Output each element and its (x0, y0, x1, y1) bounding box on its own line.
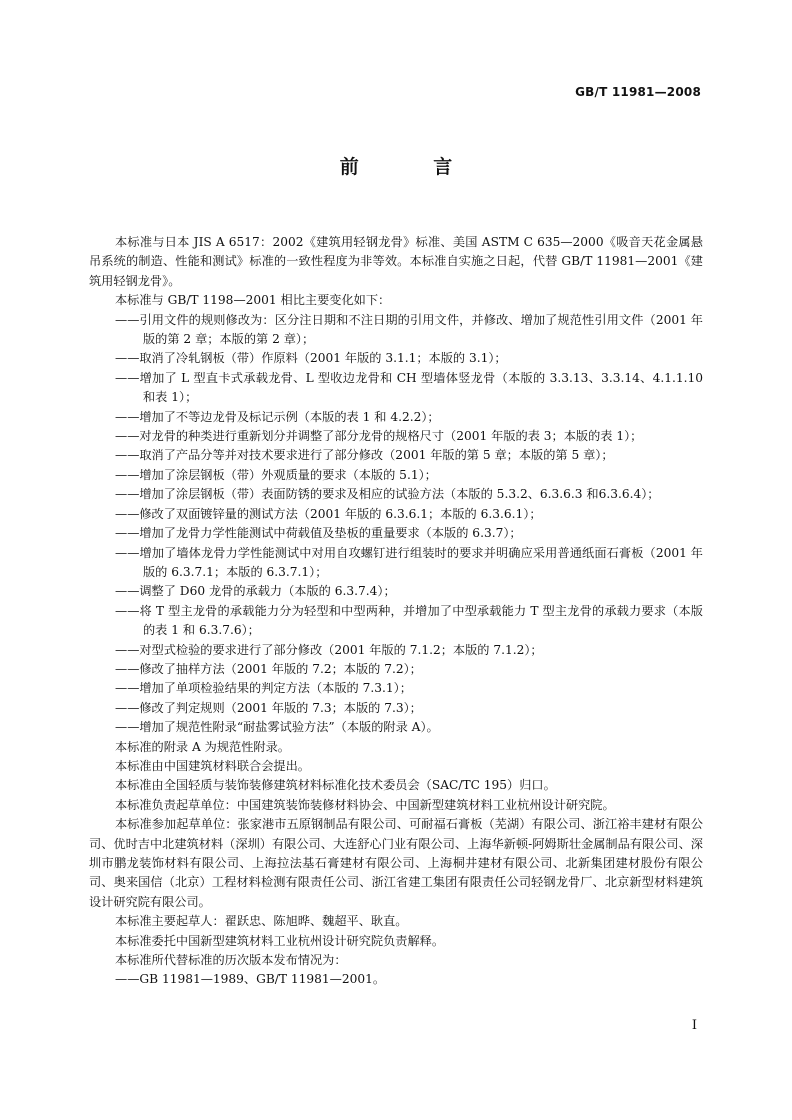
change-item: ——增加了涂层钢板（带）表面防锈的要求及相应的试验方法（本版的 5.3.2、6.3.6.3 和6.3.6.4）； (115, 487, 660, 502)
change-item: ——增加了规范性附录“耐盐雾试验方法”（本版的附录 A）。 (115, 720, 439, 735)
change-item: ——调整了 D60 龙骨的承载力（本版的 6.3.7.4）； (115, 584, 396, 599)
change-item: ——对型式检验的要求进行了部分修改（2001 年版的 7.1.2；本版的 7.1.2）； (115, 642, 543, 657)
change-item: ——对龙骨的种类进行重新划分并调整了部分龙骨的规格尺寸（2001 年版的表 3；本版的表 1）； (115, 429, 643, 444)
change-item: ——增加了墙体龙骨力学性能测试中对用自攻螺钉进行组装时的要求并明确应采用普通纸面石膏板（2001 年版的 6.3.7.1；本版的 6.3.7.1）； (115, 545, 703, 579)
change-item: ——增加了龙骨力学性能测试中荷载值及垫板的重量要求（本版的 6.3.7）； (115, 526, 522, 541)
proposed-paragraph: 本标准由中国建筑材料联合会提出。 (115, 758, 310, 773)
page-number: I (691, 1018, 697, 1033)
change-item: ——取消了产品分等并对技术要求进行了部分修改（2001 年版的第 5 章；本版的第 5 章）； (115, 448, 614, 463)
change-item: ——修改了双面镀锌量的测试方法（2001 年版的 6.3.6.1；本版的 6.3.6.1）； (115, 506, 542, 521)
intro-paragraph: 本标准与日本 JIS A 6517：2002《建筑用轻钢龙骨》标准、美国 ASTM C 635—2000《吸音天花金属悬吊系统的制造、性能和测试》标准的一致性程度为非等效。本标准自实施之日起，代替 GB/T 11981—2001《建筑用轻钢龙骨》。 (89, 235, 703, 288)
history-item: ——GB 11981—1989、GB/T 11981—2001。 (115, 972, 386, 987)
standard-code: GB/T 11981—2008 (575, 85, 701, 99)
change-item: ——增加了单项检验结果的判定方法（本版的 7.3.1）； (115, 681, 412, 696)
document-body (89, 233, 703, 990)
jurisdiction-paragraph: 本标准由全国轻质与装饰装修建筑材料标准化技术委员会（SAC/TC 195）归口。 (115, 778, 556, 793)
change-item: ——引用文件的规则修改为：区分注日期和不注日期的引用文件，并修改、增加了规范性引用文件（2001 年版的第 2 章；本版的第 2 章）； (115, 312, 703, 347)
interpretation-paragraph: 本标准委托中国新型建筑材料工业杭州设计研究院负责解释。 (115, 933, 445, 948)
drafting-lead-paragraph: 本标准负责起草单位：中国建筑装饰装修材料协会、中国新型建筑材料工业杭州设计研究院。 (115, 797, 615, 812)
change-item: ——将 T 型主龙骨的承载能力分为轻型和中型两种，并增加了中型承载能力 T 型主龙骨的承载力要求（本版的表 1 和 6.3.7.6）； (115, 603, 703, 638)
change-item: ——修改了抽样方法（2001 年版的 7.2；本版的 7.2）； (115, 661, 422, 676)
change-item: ——增加了 L 型直卡式承载龙骨、L 型收边龙骨和 CH 型墙体竖龙骨（本版的 3.3.13、3.3.14、4.1.1.10和表 1）； (115, 370, 703, 405)
change-item: ——修改了判定规则（2001 年版的 7.3；本版的 7.3）； (115, 700, 422, 715)
change-item: ——取消了冷轧钢板（带）作原料（2001 年版的 3.1.1；本版的 3.1）； (115, 351, 507, 366)
history-paragraph: 本标准所代替标准的历次版本发布情况为： (115, 953, 347, 968)
appendix-paragraph: 本标准的附录 A 为规范性附录。 (115, 739, 290, 754)
changes-intro: 本标准与 GB/T 1198—2001 相比主要变化如下： (115, 293, 391, 308)
change-item: ——增加了涂层钢板（带）外观质量的要求（本版的 5.1）； (115, 467, 437, 482)
page-title: 前 言 (339, 156, 487, 178)
drafting-participants-paragraph: 本标准参加起草单位：张家港市五原钢制品有限公司、可耐福石膏板（芜湖）有限公司、浙江裕丰建材有限公司、优时吉中北建筑材料（深圳）有限公司、大连舒心门业有限公司、上海华新顿-阿姆斯壮金属制品有限公司、深圳市鹏龙装饰材料有限公司、上海拉法基石膏建材有限公司、上海桐井建材有限公司、北新集团建材股份有限公司、奥来国信（北京）工程材料检测有限责任公司、浙江省建工集团有限责任公司轻钢龙骨厂、北京新型材料建筑设计研究院有限公司。 (89, 817, 703, 909)
change-item: ——增加了不等边龙骨及标记示例（本版的表 1 和 4.2.2）； (115, 409, 440, 424)
drafters-paragraph: 本标准主要起草人：翟跃忠、陈旭晔、魏超平、耿直。 (115, 914, 408, 929)
